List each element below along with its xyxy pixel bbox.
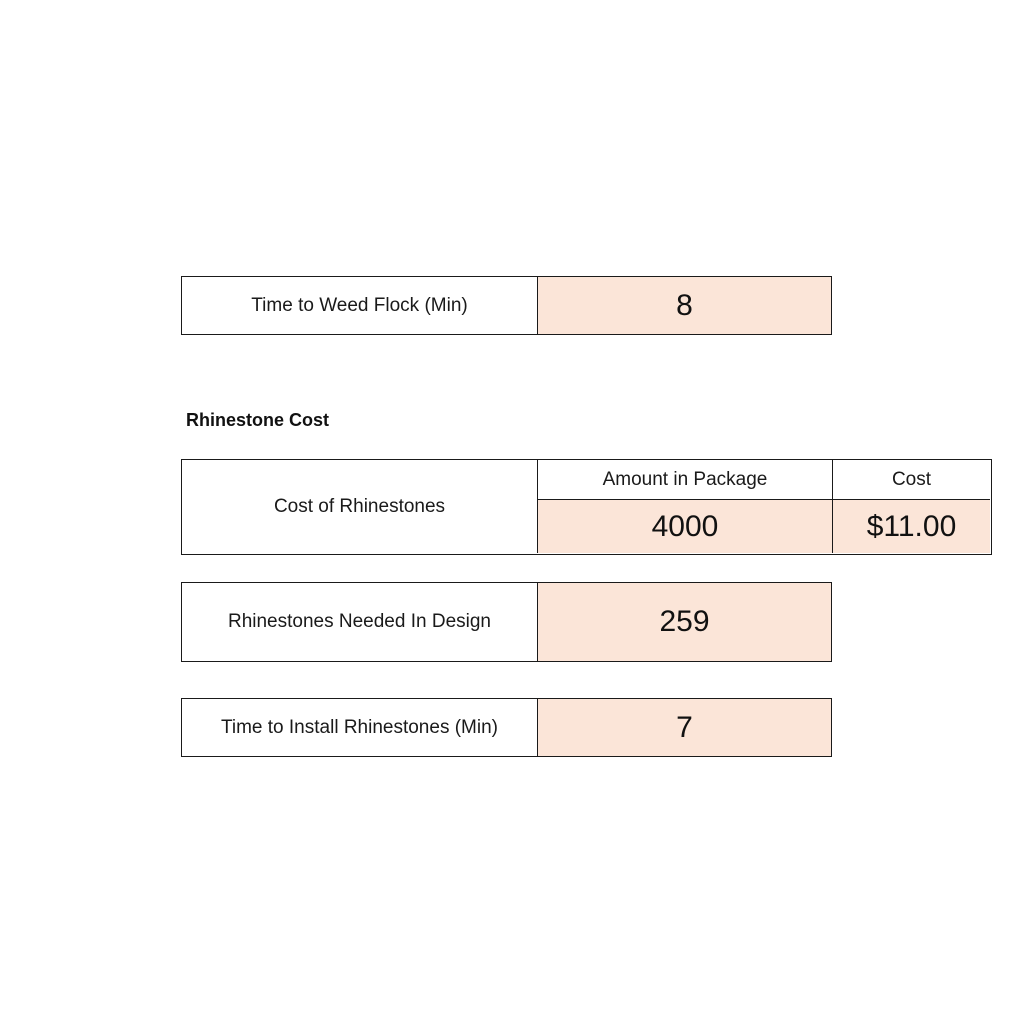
amount-in-package-header: Amount in Package — [537, 460, 832, 500]
cost-header: Cost — [832, 460, 990, 500]
weed-flock-label: Time to Weed Flock (Min) — [182, 277, 537, 334]
install-time-value[interactable]: 7 — [537, 699, 831, 756]
amount-in-package-value[interactable]: 4000 — [537, 500, 832, 553]
install-time-row — [181, 698, 832, 757]
install-time-label: Time to Install Rhinestones (Min) — [182, 699, 537, 756]
rhinestone-cost-table — [181, 459, 992, 555]
section-title: Rhinestone Cost — [186, 410, 330, 430]
rhinestone-cost-label: Cost of Rhinestones — [182, 460, 537, 554]
rhinestones-needed-label: Rhinestones Needed In Design — [182, 583, 537, 661]
weed-flock-row — [181, 276, 832, 335]
weed-flock-value[interactable]: 8 — [537, 277, 831, 334]
rhinestones-needed-row — [181, 582, 832, 662]
rhinestones-needed-value[interactable]: 259 — [537, 583, 831, 661]
cost-value[interactable]: $11.00 — [832, 500, 990, 553]
